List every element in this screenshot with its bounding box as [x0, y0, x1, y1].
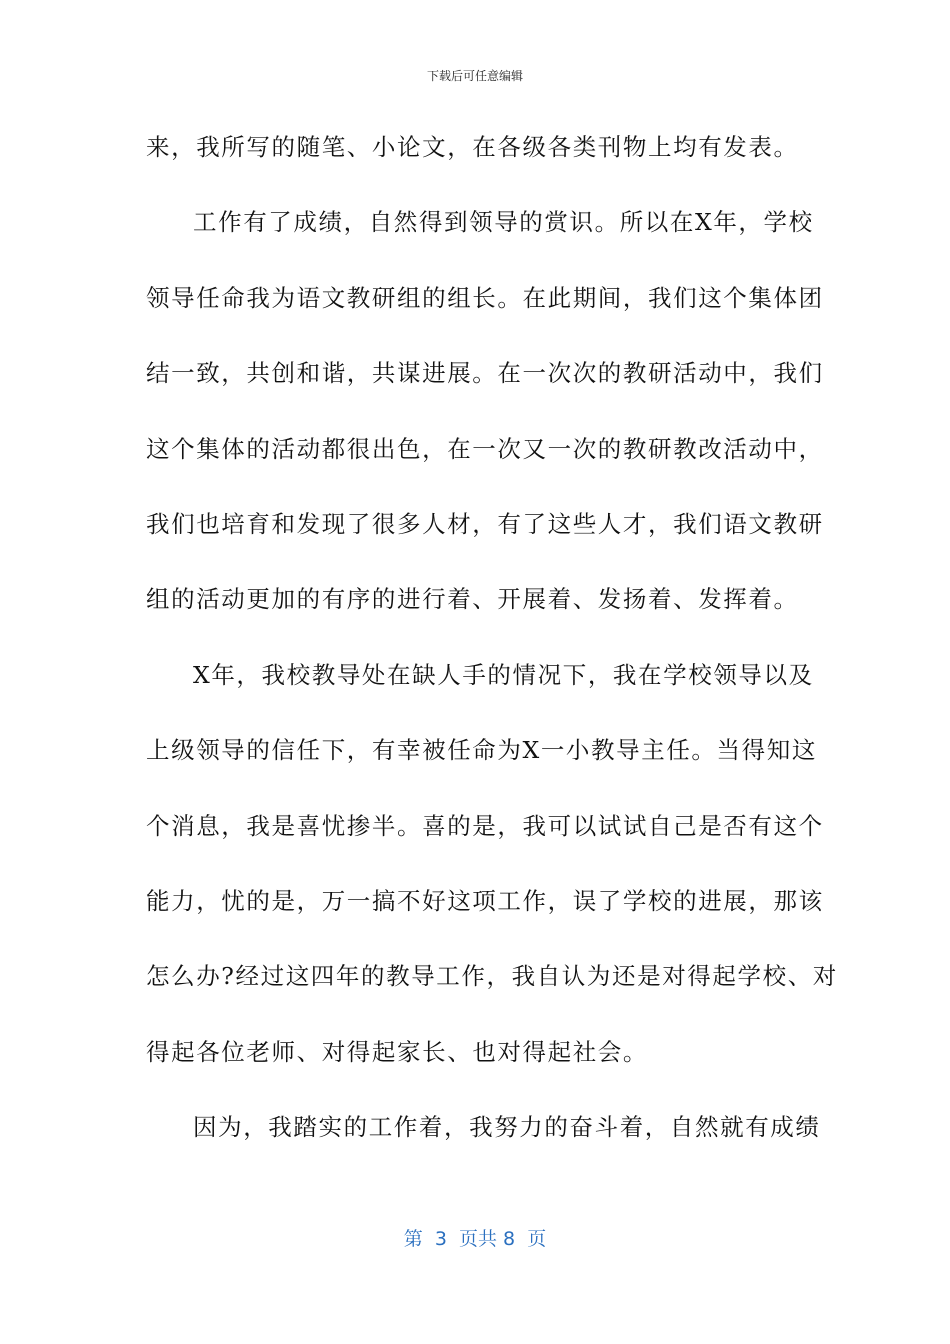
- page-number-text: 第 3 页共 8 页: [403, 1228, 547, 1250]
- text-line: 我们也培育和发现了很多人材，有了这些人才，我们语文教研: [146, 509, 824, 538]
- page-number: [0, 1226, 950, 1252]
- text-line: 组的活动更加的有序的进行着、开展着、发扬着、发挥着。: [146, 585, 799, 614]
- document-body: [146, 110, 838, 1165]
- text-line: 个消息，我是喜忧掺半。喜的是，我可以试试自己是否有这个: [146, 811, 824, 840]
- text-line: 能力，忧的是，万一搞不好这项工作，误了学校的进展，那该: [146, 886, 824, 915]
- text-line: 因为，我踏实的工作着，我努力的奋斗着，自然就有成绩: [193, 1113, 821, 1142]
- text-line: 来，我所写的随笔、小论文，在各级各类刊物上均有发表。: [146, 133, 799, 161]
- text-line: 领导任命我为语文教研组的组长。在此期间，我们这个集体团: [146, 283, 824, 312]
- page-header: 下载后可任意编辑: [426, 69, 523, 83]
- text-line: 怎么办?经过这四年的教导工作，我自认为还是对得起学校、对: [146, 962, 838, 991]
- text-line: 得起各位老师、对得起家长、也对得起社会。: [146, 1037, 648, 1066]
- text-line: 结一致，共创和谐，共谋进展。在一次次的教研活动中，我们: [146, 359, 824, 388]
- text-line: X年，我校教导处在缺人手的情况下，我在学校领导以及: [193, 660, 814, 689]
- text-line: 上级领导的信任下，有幸被任命为X一小教导主任。当得知这: [146, 736, 817, 765]
- text-line: 工作有了成绩，自然得到领导的赏识。所以在X年，学校: [193, 208, 814, 237]
- text-line: 这个集体的活动都很出色，在一次又一次的教研教改活动中，: [146, 434, 824, 463]
